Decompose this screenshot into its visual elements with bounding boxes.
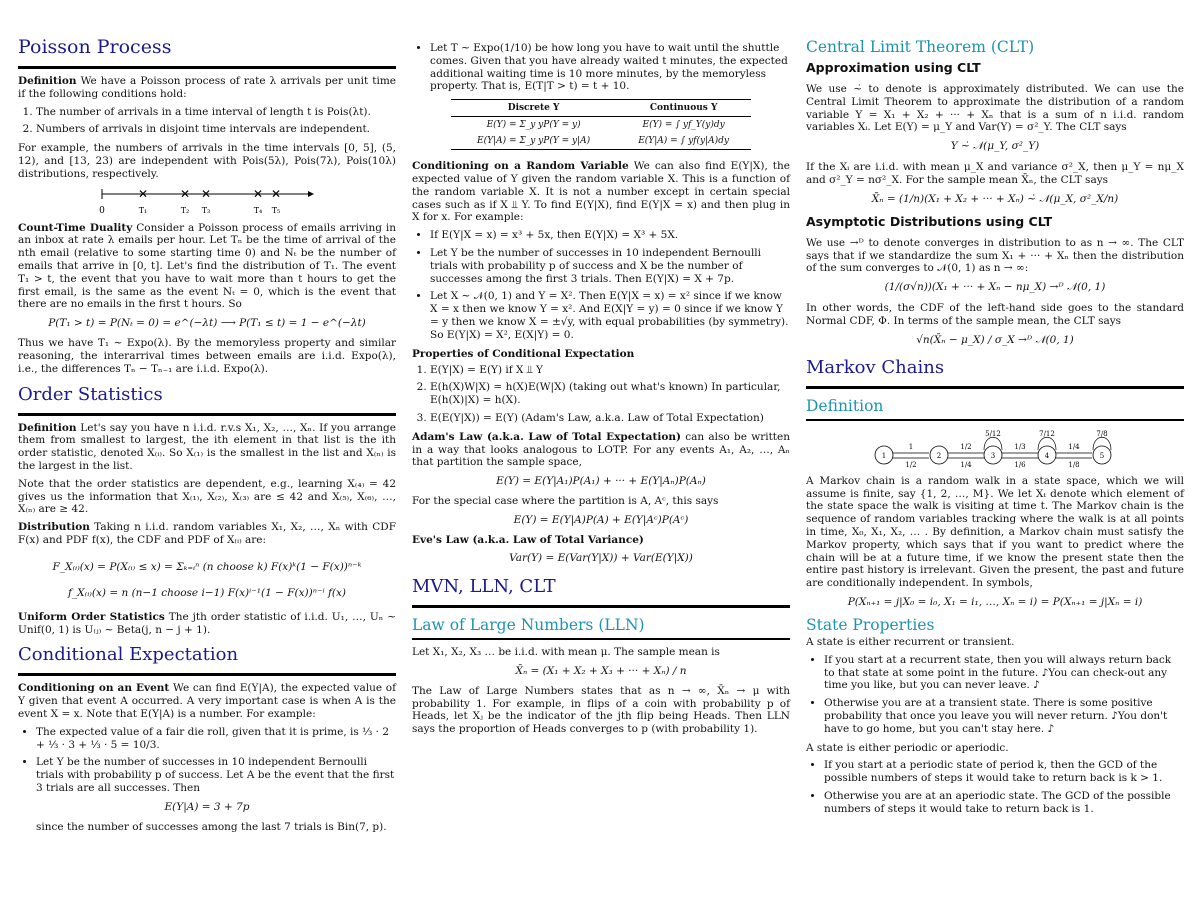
period-bullets: [806, 759, 1184, 815]
transition-label: 1/4: [1068, 442, 1080, 451]
state-label: 5: [1099, 451, 1105, 460]
table-cell: E(Y|A) = Σ_y yP(Y = y|A): [451, 133, 616, 150]
list-item: 1. E(Y|X) = E(Y) if X ⫫ Y: [430, 364, 790, 377]
adams-law: Adam's Law (a.k.a. Law of Total Expectation) can also be written in a way that looks analogous to LOTP. For any events A₁, A₂, …, Aₙ that partition the sample space,: [412, 430, 790, 469]
approx-text: We use ∼̇ to denote is approximately distributed. We can use the Central Limit Theorem to approximate the distribution of a random variable Y = X₁ + X₂ + ··· + Xₙ that is a sum of n i.i.d. random variables Xᵢ. Let E(Y) = μ_Y and Var(Y) = σ²_Y. The CLT says: [806, 83, 1184, 134]
discrete-continuous-table: [451, 99, 751, 150]
cdf-equation: √n(X̄ₙ − μ_X) / σ_X →ᴰ 𝒩(0, 1): [916, 333, 1074, 346]
cdf-text: In other words, the CDF of the left-hand side goes to the standard Normal CDF, Φ. In terms of the sample mean, the CLT says: [806, 302, 1184, 327]
divider: [18, 673, 396, 676]
eves-law-title: Eve's Law (a.k.a. Law of Total Variance): [412, 533, 644, 546]
list-item: • Let Y be the number of successes in 10 independent Bernoulli trials with probability p of success. Let A be the event that the first 3 trials are all successes. Then: [36, 756, 396, 794]
order-pdf-equation: f_X₍ᵢ₎(x) = n (n−1 choose i−1) F(x)ⁱ⁻¹(1 − F(x))ⁿ⁻ⁱ f(x): [68, 586, 346, 599]
approx-title: Approximation using CLT: [806, 60, 981, 75]
section-title-conditional-expectation: Conditional Expectation: [18, 644, 239, 666]
event-equation: E(Y|A) = 3 + 7p: [164, 800, 250, 813]
markov-property-equation: P(Xₙ₊₁ = j|X₀ = i₀, X₁ = i₁, …, Xₙ = i) = P(Xₙ₊₁ = j|Xₙ = i): [847, 595, 1143, 608]
poisson-example: For example, the numbers of arrivals in the time intervals [0, 5], (5, 12), and [13, 23) are independent with Pois(5λ), Pois(7λ), Pois(10λ) distributions, respectively.: [18, 142, 396, 180]
transition-label: 1/6: [1014, 460, 1026, 469]
table-cell: E(Y) = Σ_y yP(Y = y): [486, 120, 581, 131]
list-item: 2. Numbers of arrivals in disjoint time intervals are independent.: [36, 123, 396, 136]
transition-label: 1/3: [1014, 442, 1026, 451]
loop-label: 5/12: [985, 429, 1001, 438]
section-title-markov-chains: Markov Chains: [806, 356, 945, 378]
memoryless-text: Thus we have T₁ ∼ Expo(λ). By the memoryless property and similar reasoning, the interarrival times between emails are i.i.d. Expo(λ), i.e., the differences Tₙ − Tₙ₋₁ are i.i.d. Expo(λ).: [18, 337, 396, 375]
adams-equation: E(Y) = E(Y|A₁)P(A₁) + ··· + E(Y|Aₙ)P(Aₙ): [496, 475, 706, 488]
poisson-definition: Definition We have a Poisson process of rate λ arrivals per unit time if the following conditions hold:: [18, 75, 396, 100]
order-note: Note that the order statistics are dependent, e.g., learning X₍₄₎ = 42 gives us the information that X₍₁₎, X₍₂₎, X₍₃₎ are ≤ 42 and X₍₅₎, X₍₆₎, …, X₍ₙ₎ are ≥ 42.: [18, 477, 396, 516]
table-header: Discrete Y: [451, 100, 616, 117]
divider: [18, 66, 396, 69]
divider: [806, 386, 1184, 389]
list-item: 1. The number of arrivals in a time interval of length t is Pois(λt).: [36, 106, 396, 119]
transition-label: 1: [908, 442, 914, 451]
state-label: 3: [990, 451, 996, 460]
subsection-title-definition: Definition: [806, 396, 884, 415]
column-2: [412, 40, 790, 741]
loop-label: 7/12: [1039, 429, 1055, 438]
subsection-title-state-properties: State Properties: [806, 615, 935, 634]
timeline-label: T₂: [180, 205, 190, 215]
loop-label: 7/8: [1096, 429, 1108, 438]
poisson-conditions: [18, 106, 396, 137]
section-title-order-statistics: Order Statistics: [18, 383, 163, 405]
arrival-x: ✕: [179, 186, 191, 201]
lln-statement: The Law of Large Numbers states that as n → ∞, X̄ₙ → μ with probability 1. For example, in flips of a coin with probability p of Heads, let Xⱼ be the indicator of the jth flip being Heads. Then LLN says the proportion of Heads converges to p (with probability 1).: [412, 684, 790, 736]
timeline-label: T₅: [271, 205, 281, 215]
properties-list: [412, 364, 790, 425]
section-title-poisson: Poisson Process: [18, 36, 172, 58]
arrival-x: ✕: [252, 186, 264, 201]
count-time-duality: Count-Time Duality Consider a Poisson process of emails arriving in an inbox at rate λ emails per hour. Let Tₙ be the time of arrival of the nth email (relative to some starting time 0) and Nₜ be the number of emails that arrive in [0, t]. Let's find the distribution of T₁. The event T₁ > t, the event that you have to wait more than t hours to get the first email, is the same as the event Nₜ = 0, which is the event that there are no emails in the first t hours. So: [18, 221, 396, 311]
expo-example: [412, 42, 790, 93]
iid-equation: X̄ₙ = (1/n)(X₁ + X₂ + ··· + Xₙ) ∼̇ 𝒩(μ_X, σ²_X/n): [871, 192, 1119, 205]
arrival-x: ✕: [270, 186, 282, 201]
divider: [412, 605, 790, 608]
asymptotic-equation: (1/(σ√n))(X₁ + ··· + Xₙ − nμ_X) →ᴰ 𝒩(0, 1): [884, 281, 1106, 294]
duality-equation: P(T₁ > t) = P(Nₜ = 0) = e^(−λt) ⟶ P(T₁ ≤ t) = 1 − e^(−λt): [48, 317, 366, 330]
asymptotic-title: Asymptotic Distributions using CLT: [806, 213, 1053, 229]
sample-mean-equation: X̄ₙ = (X₁ + X₂ + X₃ + ··· + Xₙ) / n: [515, 664, 687, 677]
properties-title: Properties of Conditional Expectation: [412, 347, 635, 360]
timeline-label: T₃: [201, 205, 211, 215]
subsection-title-lln: Law of Large Numbers (LLN): [412, 615, 645, 634]
event-examples: [18, 726, 396, 795]
table-cell: E(Y) = ∫ yf_Y(y)dy: [642, 120, 725, 131]
list-item: • Otherwise you are at a transient state. There is some positive probability that once you leave you will never return. ♪You don't have to go home, but you can't stay here. ♪: [824, 697, 1184, 735]
markov-definition: A Markov chain is a random walk in a state space, which we will assume is finite, say {1, 2, …, M}. We let Xₜ denote which element of the state space the walk is visiting at time t. The Markov chain is the sequence of random variables tracking where the walk is at all points in time, X₀, X₁, X₂, … . By definition, a Markov chain must satisfy the Markov property, which says that if you want to predict where the chain will be at a future time, if we know the present state then the entire past history is irrelevant. Given the present, the past and future are conditionally independent. In symbols,: [806, 474, 1184, 590]
list-item: • Let Y be the number of successes in 10 independent Bernoulli trials with probability p of success and X be the number of successes among the first 3 trials. Then E(Y|X) = X + 7p.: [430, 247, 790, 285]
poisson-timeline: [18, 186, 396, 218]
transition-label: 1/4: [960, 460, 972, 469]
transition-label: 1/2: [960, 442, 972, 451]
timeline-label: 0: [99, 205, 105, 216]
rv-examples: [412, 229, 790, 341]
uniform-order-statistics: Uniform Order Statistics The jth order statistic of i.i.d. U₁, …, Uₙ ∼ Unif(0, 1) is U₍ⱼ₎ ∼ Beta(j, n − j + 1).: [18, 610, 396, 636]
transition-label: 1/2: [905, 460, 917, 469]
special-case-equation: E(Y) = E(Y|A)P(A) + E(Y|Aᶜ)P(Aᶜ): [513, 513, 689, 526]
list-item: • If you start at a recurrent state, then you will always return back to that state at some point in the future. ♪You can check-out any time you like, but you can never leave. ♪: [824, 654, 1184, 692]
state-intro: A state is either recurrent or transient.: [806, 635, 1015, 648]
subsection-title-clt: Central Limit Theorem (CLT): [806, 38, 1035, 56]
state-label: 2: [936, 451, 942, 460]
conditioning-on-event: Conditioning on an Event We can find E(Y|A), the expected value of Y given that event A occurred. A very important case is when A is the event X = x. Note that E(Y|A) is a number. For example:: [18, 682, 396, 720]
list-item: • Let X ∼ 𝒩(0, 1) and Y = X². Then E(Y|X = x) = x² since if we know X = x then we know Y = x². And E(X|Y = y) = 0 since if we know Y = y then we know X = ±√y, with equal probabilities (by symmetry). So E(Y|X) = X², E(X|Y) = 0.: [430, 290, 790, 341]
conditioning-on-rv: Conditioning on a Random Variable We can also find E(Y|X), the expected value of Y given the random variable X. This is a function of the random variable X. It is not a number except in certain special cases such as if X ⫫ Y. To find E(Y|X), find E(Y|X = x) and then plug in X for x. For example:: [412, 160, 790, 224]
list-item: • If you start at a periodic state of period k, then the GCD of the possible numbers of steps it would take to return back is k > 1.: [824, 759, 1184, 785]
divider: [806, 419, 1184, 421]
timeline-arrow: [308, 191, 314, 197]
list-item: 3. E(E(Y|X)) = E(Y) (Adam's Law, a.k.a. Law of Total Expectation): [430, 412, 790, 425]
column-3: [806, 0, 1184, 822]
lln-text: Let X₁, X₂, X₃ … be i.i.d. with mean μ. The sample mean is: [412, 645, 720, 658]
markov-chain-diagram: [806, 427, 1184, 471]
divider: [412, 638, 790, 640]
list-item: • The expected value of a fair die roll, given that it is prime, is ⅓ · 2 + ⅓ · 3 + ⅓ · 5 = 10/3.: [36, 726, 396, 752]
event-after-text: since the number of successes among the last 7 trials is Bin(7, p).: [36, 820, 387, 833]
list-item: • Otherwise you are at an aperiodic state. The GCD of the possible numbers of steps it would take to return back is 1.: [824, 790, 1184, 816]
timeline-label: T₄: [253, 205, 263, 215]
eves-law-equation: Var(Y) = E(Var(Y|X)) + Var(E(Y|X)): [509, 551, 693, 564]
transition-label: 1/8: [1068, 460, 1080, 469]
order-cdf-equation: F_X₍ᵢ₎(x) = P(X₍ᵢ₎ ≤ x) = Σₖ₌ᵢⁿ (n choose k) F(x)ᵏ(1 − F(x))ⁿ⁻ᵏ: [52, 560, 362, 573]
order-definition: Definition Let's say you have n i.i.d. r.v.s X₁, X₂, …, Xₙ. If you arrange them from smallest to largest, the ith element in that list is the ith order statistic, denoted X₍ᵢ₎. So X₍₁₎ is the smallest in the list and X₍ₙ₎ is the largest in the list.: [18, 421, 396, 472]
timeline-label: T₁: [138, 205, 148, 215]
column-1: [18, 0, 396, 838]
arrival-x: ✕: [137, 186, 149, 201]
state-label: 1: [881, 451, 887, 460]
list-item: • Let T ∼ Expo(1/10) be how long you have to wait until the shuttle comes. Given that you have already waited t minutes, the expected additional waiting time is 10 more minutes, by the memoryless property. That is, E(T|T > t) = t + 10.: [430, 42, 790, 93]
period-intro: A state is either periodic or aperiodic.: [806, 741, 1009, 754]
arrival-x: ✕: [200, 186, 212, 201]
asymptotic-text: We use →ᴰ to denote converges in distribution to as n → ∞. The CLT says that if we standardize the sum X₁ + ··· + Xₙ then the distribution of the sum converges to 𝒩(0, 1) as n → ∞:: [806, 236, 1184, 275]
iid-text: If the Xᵢ are i.i.d. with mean μ_X and variance σ²_X, then μ_Y = nμ_X and σ²_Y = nσ²_X. For the sample mean X̄ₙ, the CLT says: [806, 161, 1184, 186]
section-title-mvn-lln-clt: MVN, LLN, CLT: [412, 575, 556, 597]
special-case-text: For the special case where the partition is A, Aᶜ, this says: [412, 495, 719, 508]
order-distribution: Distribution Taking n i.i.d. random variables X₁, X₂, …, Xₙ with CDF F(x) and PDF f(x), the CDF and PDF of X₍ᵢ₎ are:: [18, 521, 396, 546]
divider: [18, 413, 396, 416]
table-header: Continuous Y: [616, 100, 751, 117]
recurrence-bullets: [806, 654, 1184, 736]
state-label: 4: [1044, 451, 1050, 460]
list-item: 2. E(h(X)W|X) = h(X)E(W|X) (taking out what's known) In particular, E(h(X)|X) = h(X).: [430, 381, 790, 407]
approx-equation: Y ∼̇ 𝒩(μ_Y, σ²_Y): [950, 140, 1040, 153]
list-item: • If E(Y|X = x) = x³ + 5x, then E(Y|X) = X³ + 5X.: [430, 229, 790, 242]
table-cell: E(Y|A) = ∫ yf(y|A)dy: [616, 133, 751, 150]
